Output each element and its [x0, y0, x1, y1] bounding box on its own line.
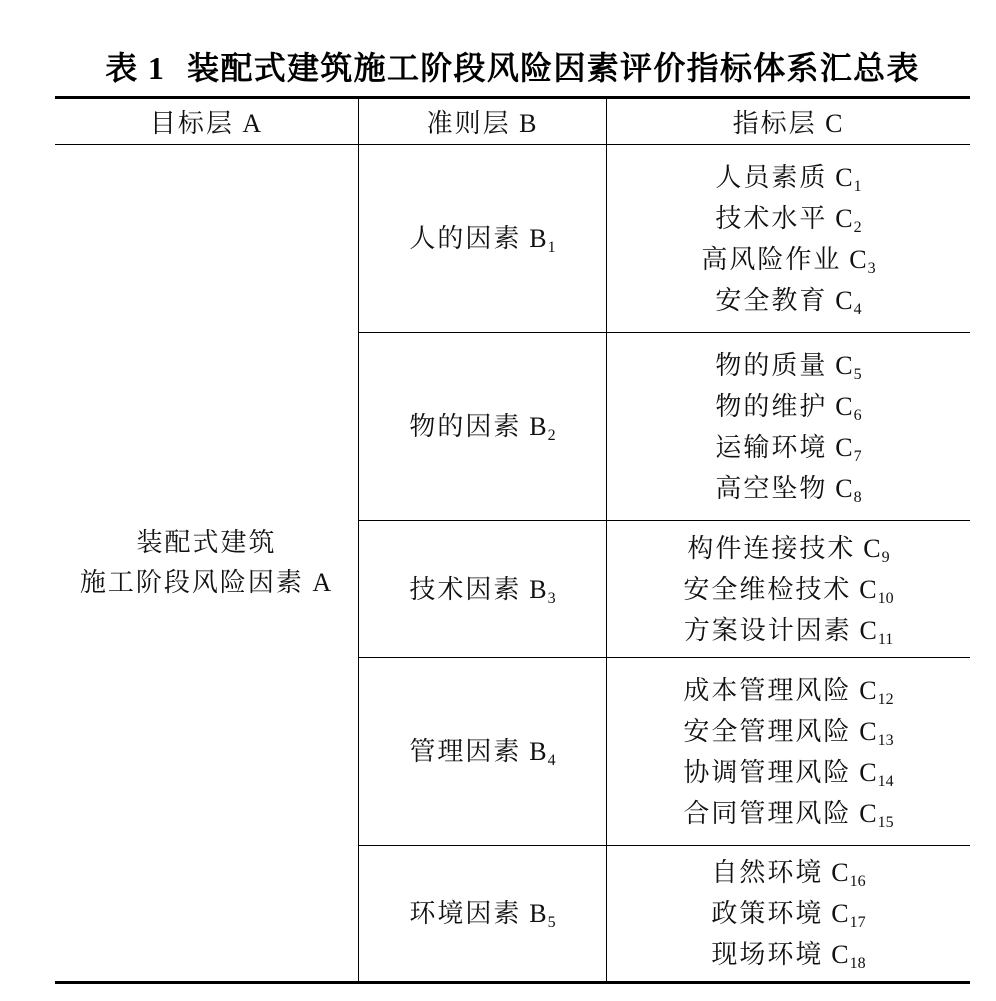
- indicator-name: 安全管理风险: [683, 716, 852, 746]
- criterion-cell-b2: [359, 333, 607, 521]
- indicator-subscript: 13: [877, 731, 894, 749]
- indicator-item-c2: [715, 198, 861, 239]
- criterion-subscript: 5: [547, 914, 556, 931]
- indicator-name: 现场环境: [711, 940, 824, 969]
- indicator-item-c17: [711, 893, 865, 934]
- indicator-name: 技术水平: [715, 203, 828, 233]
- criterion-subscript: 1: [547, 239, 556, 256]
- indicator-subscript: 14: [877, 772, 894, 790]
- header-target-layer: [55, 99, 359, 145]
- indicator-cell-b4: [607, 658, 970, 846]
- criterion-subscript: 2: [547, 427, 556, 444]
- criterion-label-b1: [409, 218, 555, 259]
- indicator-symbol: C: [835, 432, 853, 462]
- indicator-item-c5: [715, 345, 861, 386]
- criterion-name: 技术因素: [409, 574, 522, 604]
- criterion-symbol: B: [529, 574, 547, 604]
- criterion-symbol: B: [529, 899, 547, 928]
- table-caption: [55, 46, 970, 90]
- indicator-cell-b2: [607, 333, 970, 521]
- criterion-label-b2: [409, 406, 555, 447]
- indicator-name: 政策环境: [711, 899, 824, 928]
- criterion-cell-b3: [359, 521, 607, 658]
- indicator-subscript: 10: [877, 589, 894, 607]
- indicator-symbol: C: [859, 574, 877, 604]
- indicator-name: 协调管理风险: [683, 757, 852, 787]
- criterion-subscript: 3: [547, 589, 556, 607]
- indicator-item-c18: [711, 934, 865, 975]
- indicator-item-c7: [715, 427, 861, 468]
- indicator-name: 高风险作业: [701, 244, 842, 274]
- target-layer-cell: [55, 145, 359, 981]
- indicator-cell-b3: [607, 521, 970, 658]
- indicator-name: 合同管理风险: [683, 798, 852, 828]
- criterion-symbol: B: [529, 737, 547, 766]
- indicator-item-c9: [687, 528, 889, 569]
- indicator-symbol: C: [859, 675, 877, 705]
- indicator-symbol: C: [835, 473, 853, 503]
- indicator-item-c15: [683, 793, 893, 834]
- header-indicator-label: 指标层 C: [732, 109, 845, 138]
- criterion-cell-b4: [359, 658, 607, 846]
- indicator-name: 物的质量: [715, 350, 828, 380]
- indicator-symbol: C: [835, 350, 853, 380]
- criterion-label-b4: [409, 731, 555, 772]
- indicator-symbol: C: [835, 162, 853, 192]
- criterion-name: 环境因素: [409, 899, 522, 928]
- criterion-subscript: 4: [547, 752, 556, 769]
- indicator-symbol: C: [849, 244, 867, 274]
- indicator-subscript: 12: [877, 690, 894, 708]
- indicator-cell-b1: [607, 145, 970, 333]
- criterion-label-b5: [409, 893, 555, 934]
- indicator-item-c1: [715, 157, 861, 198]
- indicator-symbol: C: [863, 533, 881, 563]
- indicator-symbol: C: [831, 899, 849, 928]
- criterion-label-b3: [409, 569, 555, 610]
- indicator-name: 高空坠物: [715, 473, 828, 503]
- indicator-name: 运输环境: [715, 432, 828, 462]
- indicator-subscript: 1: [853, 177, 862, 195]
- indicator-item-c8: [715, 468, 861, 509]
- indicator-item-c3: [701, 239, 875, 280]
- indicator-subscript: 16: [849, 873, 866, 890]
- indicator-name: 方案设计因素: [683, 615, 852, 645]
- indicator-name: 自然环境: [711, 858, 824, 887]
- indicator-subscript: 18: [849, 955, 866, 972]
- criterion-name: 人的因素: [409, 224, 522, 253]
- indicator-item-c6: [715, 386, 861, 427]
- table-title-text: 装配式建筑施工阶段风险因素评价指标体系汇总表: [187, 50, 920, 86]
- indicator-symbol: C: [859, 716, 877, 746]
- indicator-item-c13: [683, 711, 893, 752]
- indicator-symbol: C: [859, 757, 877, 787]
- indicator-item-c4: [715, 280, 861, 321]
- indicator-subscript: 8: [853, 488, 862, 506]
- indicator-subscript: 6: [853, 406, 862, 424]
- header-indicator-layer: [607, 99, 970, 145]
- header-criteria-label: 准则层 B: [426, 109, 539, 138]
- indicator-name: 安全维检技术: [683, 574, 852, 604]
- target-line-1: 装配式建筑: [136, 528, 277, 557]
- target-line-2: 施工阶段风险因素 A: [79, 568, 334, 597]
- indicator-symbol: C: [835, 203, 853, 233]
- indicator-name: 安全教育: [715, 285, 828, 315]
- indicator-symbol: C: [831, 858, 849, 887]
- criterion-symbol: B: [529, 412, 547, 441]
- indicator-subscript: 4: [853, 300, 862, 318]
- criterion-cell-b5: [359, 846, 607, 981]
- indicator-name: 物的维护: [715, 391, 828, 421]
- indicator-item-c16: [711, 852, 865, 893]
- header-criteria-layer: [359, 99, 607, 145]
- table-number-label: 表 1: [105, 50, 166, 86]
- indicator-subscript: 9: [881, 548, 890, 566]
- indicator-item-c14: [683, 752, 893, 793]
- indicator-symbol: C: [831, 940, 849, 969]
- criterion-name: 管理因素: [409, 737, 522, 766]
- indicator-subscript: 15: [877, 813, 894, 831]
- criterion-name: 物的因素: [409, 412, 522, 441]
- indicator-symbol: C: [835, 285, 853, 315]
- header-target-label: 目标层 A: [149, 109, 264, 138]
- indicator-item-c12: [683, 670, 893, 711]
- indicator-symbol: C: [859, 615, 877, 645]
- indicator-cell-b5: [607, 846, 970, 981]
- indicator-name: 构件连接技术: [687, 533, 856, 563]
- indicator-symbol: C: [859, 798, 877, 828]
- indicator-subscript: 7: [853, 447, 862, 465]
- indicator-subscript: 3: [867, 259, 876, 277]
- indicator-subscript: 11: [877, 630, 894, 648]
- indicator-symbol: C: [835, 391, 853, 421]
- criterion-symbol: B: [529, 224, 547, 253]
- summary-table: [55, 96, 970, 984]
- indicator-subscript: 5: [853, 365, 862, 383]
- indicator-subscript: 17: [849, 914, 866, 931]
- indicator-item-c11: [684, 610, 894, 651]
- indicator-subscript: 2: [853, 218, 862, 236]
- criterion-cell-b1: [359, 145, 607, 333]
- indicator-name: 成本管理风险: [683, 675, 852, 705]
- indicator-item-c10: [683, 569, 893, 610]
- indicator-name: 人员素质: [715, 162, 828, 192]
